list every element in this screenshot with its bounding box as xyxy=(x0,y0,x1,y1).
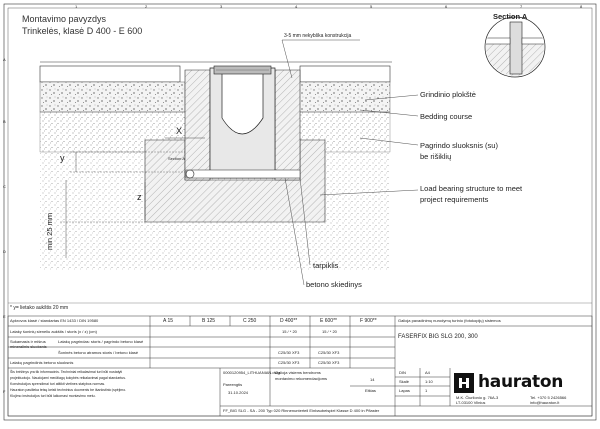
callout-section-a-small: Section A xyxy=(168,156,185,161)
address-1: M.K. Čiurlionio g. 76A-3 xyxy=(456,395,499,400)
row1-label: Apkrovos klasė / standartas EN 1433 / DIN 19580 xyxy=(10,318,99,323)
class-d400: D 400** xyxy=(280,318,298,324)
note-1: Galioja visiems bendroms xyxy=(275,370,321,375)
frame-letter-b: B xyxy=(3,119,6,124)
frame-num-6: 6 xyxy=(445,4,448,9)
left-note-2: mineralinis sluoksnis xyxy=(10,344,47,349)
bedding-right xyxy=(298,82,390,112)
sheet-label: Lapas xyxy=(399,388,410,393)
frame-num-7: 7 xyxy=(520,4,523,9)
frame-letter-f: F xyxy=(3,389,6,394)
drawing-number: 0000120954_LITHUANIAN.dwg xyxy=(223,370,280,375)
frame-letter-d: D xyxy=(3,249,6,254)
product-name: FASERFIX BIG SLG 200, 300 xyxy=(398,334,478,340)
date-label: Pareengtis xyxy=(223,382,243,387)
contact-2: info@hauraton.lt xyxy=(530,400,560,405)
dim-y: y xyxy=(60,153,65,163)
note-2: montavimo rekomendacijoms xyxy=(275,376,328,381)
page-number: 14 xyxy=(370,377,375,382)
frame-num-3: 3 xyxy=(220,4,223,9)
legal-4: Hauraton pasilieka teisę keisti techninius duomenis be išankstinio įspėjimo. xyxy=(10,388,127,392)
class-a15: A 15 xyxy=(163,318,174,324)
drawing-title-line2: Trinkelės, klasė D 400 - E 600 xyxy=(22,26,143,36)
row2-label: Lataky šoninių sieneliu aukštis / storis (x / z) (cm) xyxy=(10,329,97,334)
frame-num-5: 5 xyxy=(370,4,373,9)
left-note-1: Sukamasis ir mišrus xyxy=(10,339,46,344)
callout-tarpiklis: tarpiklis xyxy=(313,261,339,270)
concrete-2: C25/30 XF3 xyxy=(318,350,340,355)
scale-label: Skalė xyxy=(399,379,410,384)
sheet-value: 1 xyxy=(425,388,428,393)
row3-label: Latakų pagrindas: storis / pagrindo betono klasė xyxy=(58,339,144,344)
class-c250: C 250 xyxy=(243,318,257,324)
callout-grindinio: Grindinio plokštė xyxy=(420,90,476,99)
frame-num-1: 1 xyxy=(75,4,78,9)
callout-bedding: Bedding course xyxy=(420,112,473,121)
row2-val-e: 15 / * 20 xyxy=(322,329,337,334)
channel-inner xyxy=(222,74,263,134)
legal-3: Konstrukcijos sprendimai turi atitikti vietines statybos normas. xyxy=(10,382,106,386)
paving-right xyxy=(300,66,390,82)
class-f900: F 900** xyxy=(360,318,377,324)
concrete-1: C25/30 XF3 xyxy=(278,350,300,355)
legal-5: Klojimo instrukcijos turi būti laikomasi montavimo metu. xyxy=(10,394,96,398)
bottom-line: FF_BIG SLG - SA - 200 Typ 020 Rinnenunterteil Einbaubeispiel Klasse D 400 in Pflaster xyxy=(223,408,380,413)
right-header: Galioja pavadinimų nurodymų turinio (fotokopijų) sistemos xyxy=(398,318,501,323)
hauraton-logo: hauraton xyxy=(478,372,564,392)
legal-1: Šis brėžinys yra tik informacinis. Techniniai reikalavimai turi būti nustatyti xyxy=(10,370,123,374)
bedding-left xyxy=(40,82,185,112)
dim-z: z xyxy=(137,192,142,202)
callout-load-2: project requirements xyxy=(420,195,489,204)
scale-value: 1:10 xyxy=(425,379,433,384)
dim-x: X xyxy=(176,126,183,136)
frame-num-2: 2 xyxy=(145,4,148,9)
frame-letter-e: E xyxy=(3,314,6,319)
frame-num-8: 8 xyxy=(580,4,583,9)
concrete-haunch-right xyxy=(275,70,300,180)
contact-1: Tel. +370 5 2426566 xyxy=(530,395,567,400)
legal-2: projektuotojo. Naudojami medžiagų kokybės reikalavimai pagal standartus. xyxy=(10,376,126,380)
left-note-3: Latakų pagrindinis betono sluoksnis xyxy=(10,360,74,365)
din-value: A4 xyxy=(425,370,430,375)
section-a-title: Section A xyxy=(493,12,528,21)
concrete-4: C25/30 XF3 xyxy=(318,360,340,365)
callout-betono: betono skiedinys xyxy=(306,280,362,289)
dim-min: min 25 mm xyxy=(45,212,54,250)
callout-pagrindo-2: be rišiklių xyxy=(420,152,452,161)
edition: Elštas xyxy=(365,388,376,393)
date-value: 31.10.2024 xyxy=(228,390,249,395)
frame-letter-a: A xyxy=(3,57,6,62)
frame-letter-c: C xyxy=(3,184,6,189)
class-b125: B 125 xyxy=(202,318,216,324)
row4-label: Šoninės betono atramos storis / betono klasė xyxy=(58,350,139,355)
footnote: * y= lietako aukštis 20 mm xyxy=(10,305,69,311)
callout-load-1: Load bearing structure to meet xyxy=(420,184,523,193)
drawing-title-line1: Montavimo pavyzdys xyxy=(22,14,107,24)
row2-val-d: 15 / * 20 xyxy=(282,329,297,334)
paving-left xyxy=(40,66,180,82)
concrete-3: C25/30 XF3 xyxy=(278,360,300,365)
frame-num-4: 4 xyxy=(295,4,298,9)
din-label: DIN xyxy=(399,370,406,375)
callout-pagrindo-1: Pagrindo sluoksnis (su) xyxy=(420,141,498,150)
class-e600: E 600** xyxy=(320,318,337,324)
callout-top-note: 3-5 mm nekybška konstrukcija xyxy=(284,33,352,39)
address-2: LT-03100 Vilnius xyxy=(456,400,486,405)
concrete-haunch-left xyxy=(185,70,210,180)
